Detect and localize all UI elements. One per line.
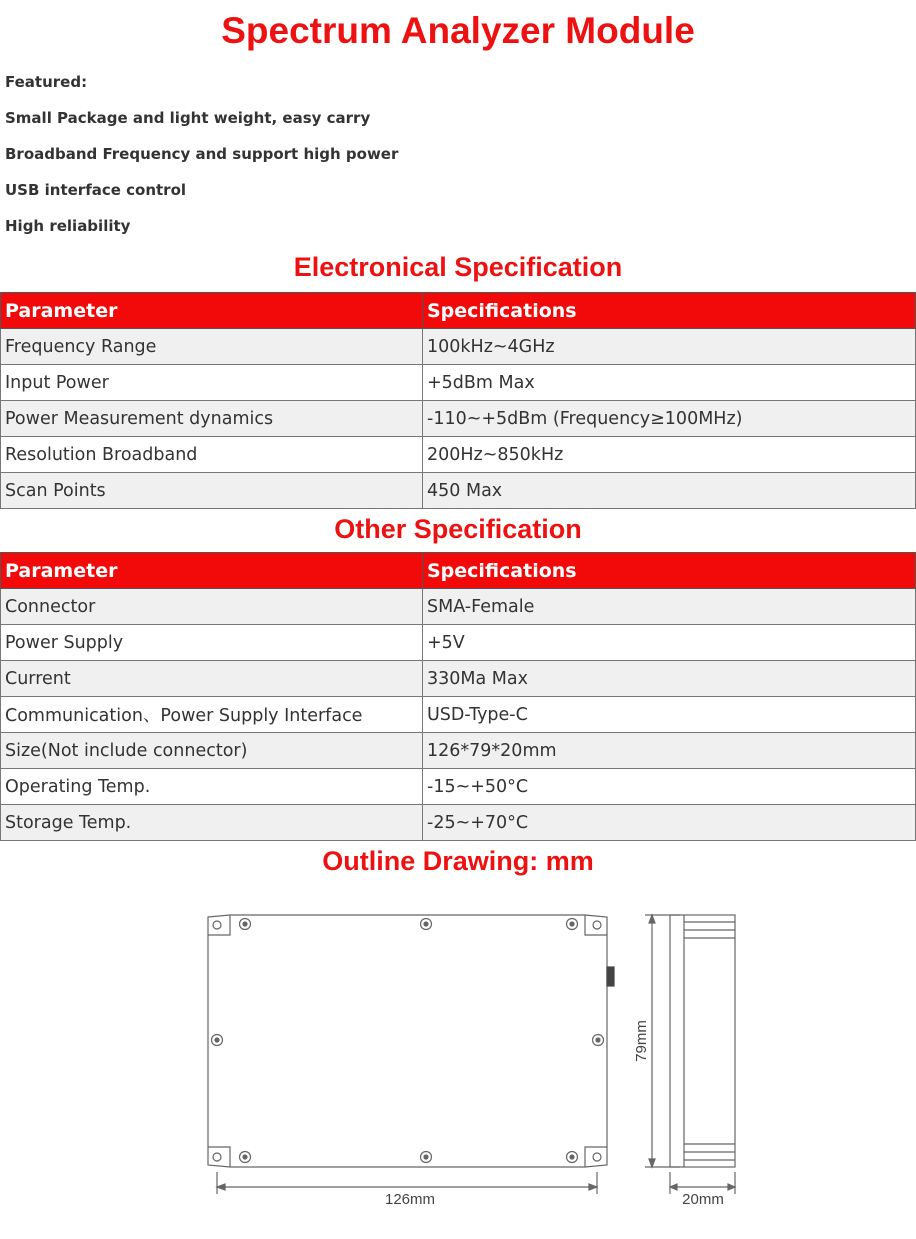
outline-drawing-heading: Outline Drawing: mm [322,846,594,876]
table-row [1,365,916,401]
feature-item: USB interface control [5,181,187,199]
feature-item: High reliability [5,217,131,235]
table-row [1,769,916,805]
parameter-cell: Frequency Range [1,329,423,365]
spec-cell: 126*79*20mm [423,733,916,769]
parameter-cell: Storage Temp. [1,805,423,841]
width-label: 126mm [384,1191,436,1208]
spec-cell: 330Ma Max [423,661,916,697]
table-row [1,697,916,733]
spec-cell: -25~+70°C [423,805,916,841]
column-header: Specifications [423,553,916,589]
table-row [1,437,916,473]
table-row [1,401,916,437]
spec-cell: SMA-Female [423,589,916,625]
spec-cell: 200Hz~850kHz [423,437,916,473]
parameter-cell: Input Power [1,365,423,401]
spec-cell: 450 Max [423,473,916,509]
depth-label: 20mm [682,1191,724,1208]
spec-cell: +5dBm Max [423,365,916,401]
spec-cell: -15~+50°C [423,769,916,805]
feature-item: Small Package and light weight, easy carry [5,109,371,127]
feature-item: Broadband Frequency and support high power [5,145,399,163]
other-spec-heading: Other Specification [334,514,582,544]
column-header: Specifications [423,293,916,329]
parameter-cell: Current [1,661,423,697]
table-row [1,473,916,509]
table-row [1,805,916,841]
module-front-view [208,915,614,1167]
spec-cell: +5V [423,625,916,661]
table-header-row [1,293,916,329]
parameter-cell: Scan Points [1,473,423,509]
column-header: Parameter [1,553,423,589]
parameter-cell: Power Supply [1,625,423,661]
features-heading: Featured: [5,73,88,91]
table-row [1,661,916,697]
parameter-cell: Communication、Power Supply Interface [1,697,423,733]
spec-cell: USD-Type-C [423,697,916,733]
electronical-spec-table [0,292,916,509]
parameter-cell: Power Measurement dynamics [1,401,423,437]
height-dimension [645,915,680,1167]
module-side-view [670,915,735,1167]
outline-drawing [190,900,750,1220]
table-row [1,589,916,625]
column-header: Parameter [1,293,423,329]
table-row [1,733,916,769]
table-row [1,329,916,365]
parameter-cell: Size(Not include connector) [1,733,423,769]
table-row [1,625,916,661]
parameter-cell: Connector [1,589,423,625]
height-label: 79mm [633,1020,650,1062]
page-title: Spectrum Analyzer Module [221,10,695,51]
screw-icon [212,919,604,1163]
parameter-cell: Resolution Broadband [1,437,423,473]
table-header-row [1,553,916,589]
spec-cell: -110~+5dBm (Frequency≥100MHz) [423,401,916,437]
spec-cell: 100kHz~4GHz [423,329,916,365]
parameter-cell: Operating Temp. [1,769,423,805]
other-spec-table [0,552,916,841]
electronical-spec-heading: Electronical Specification [293,252,623,282]
